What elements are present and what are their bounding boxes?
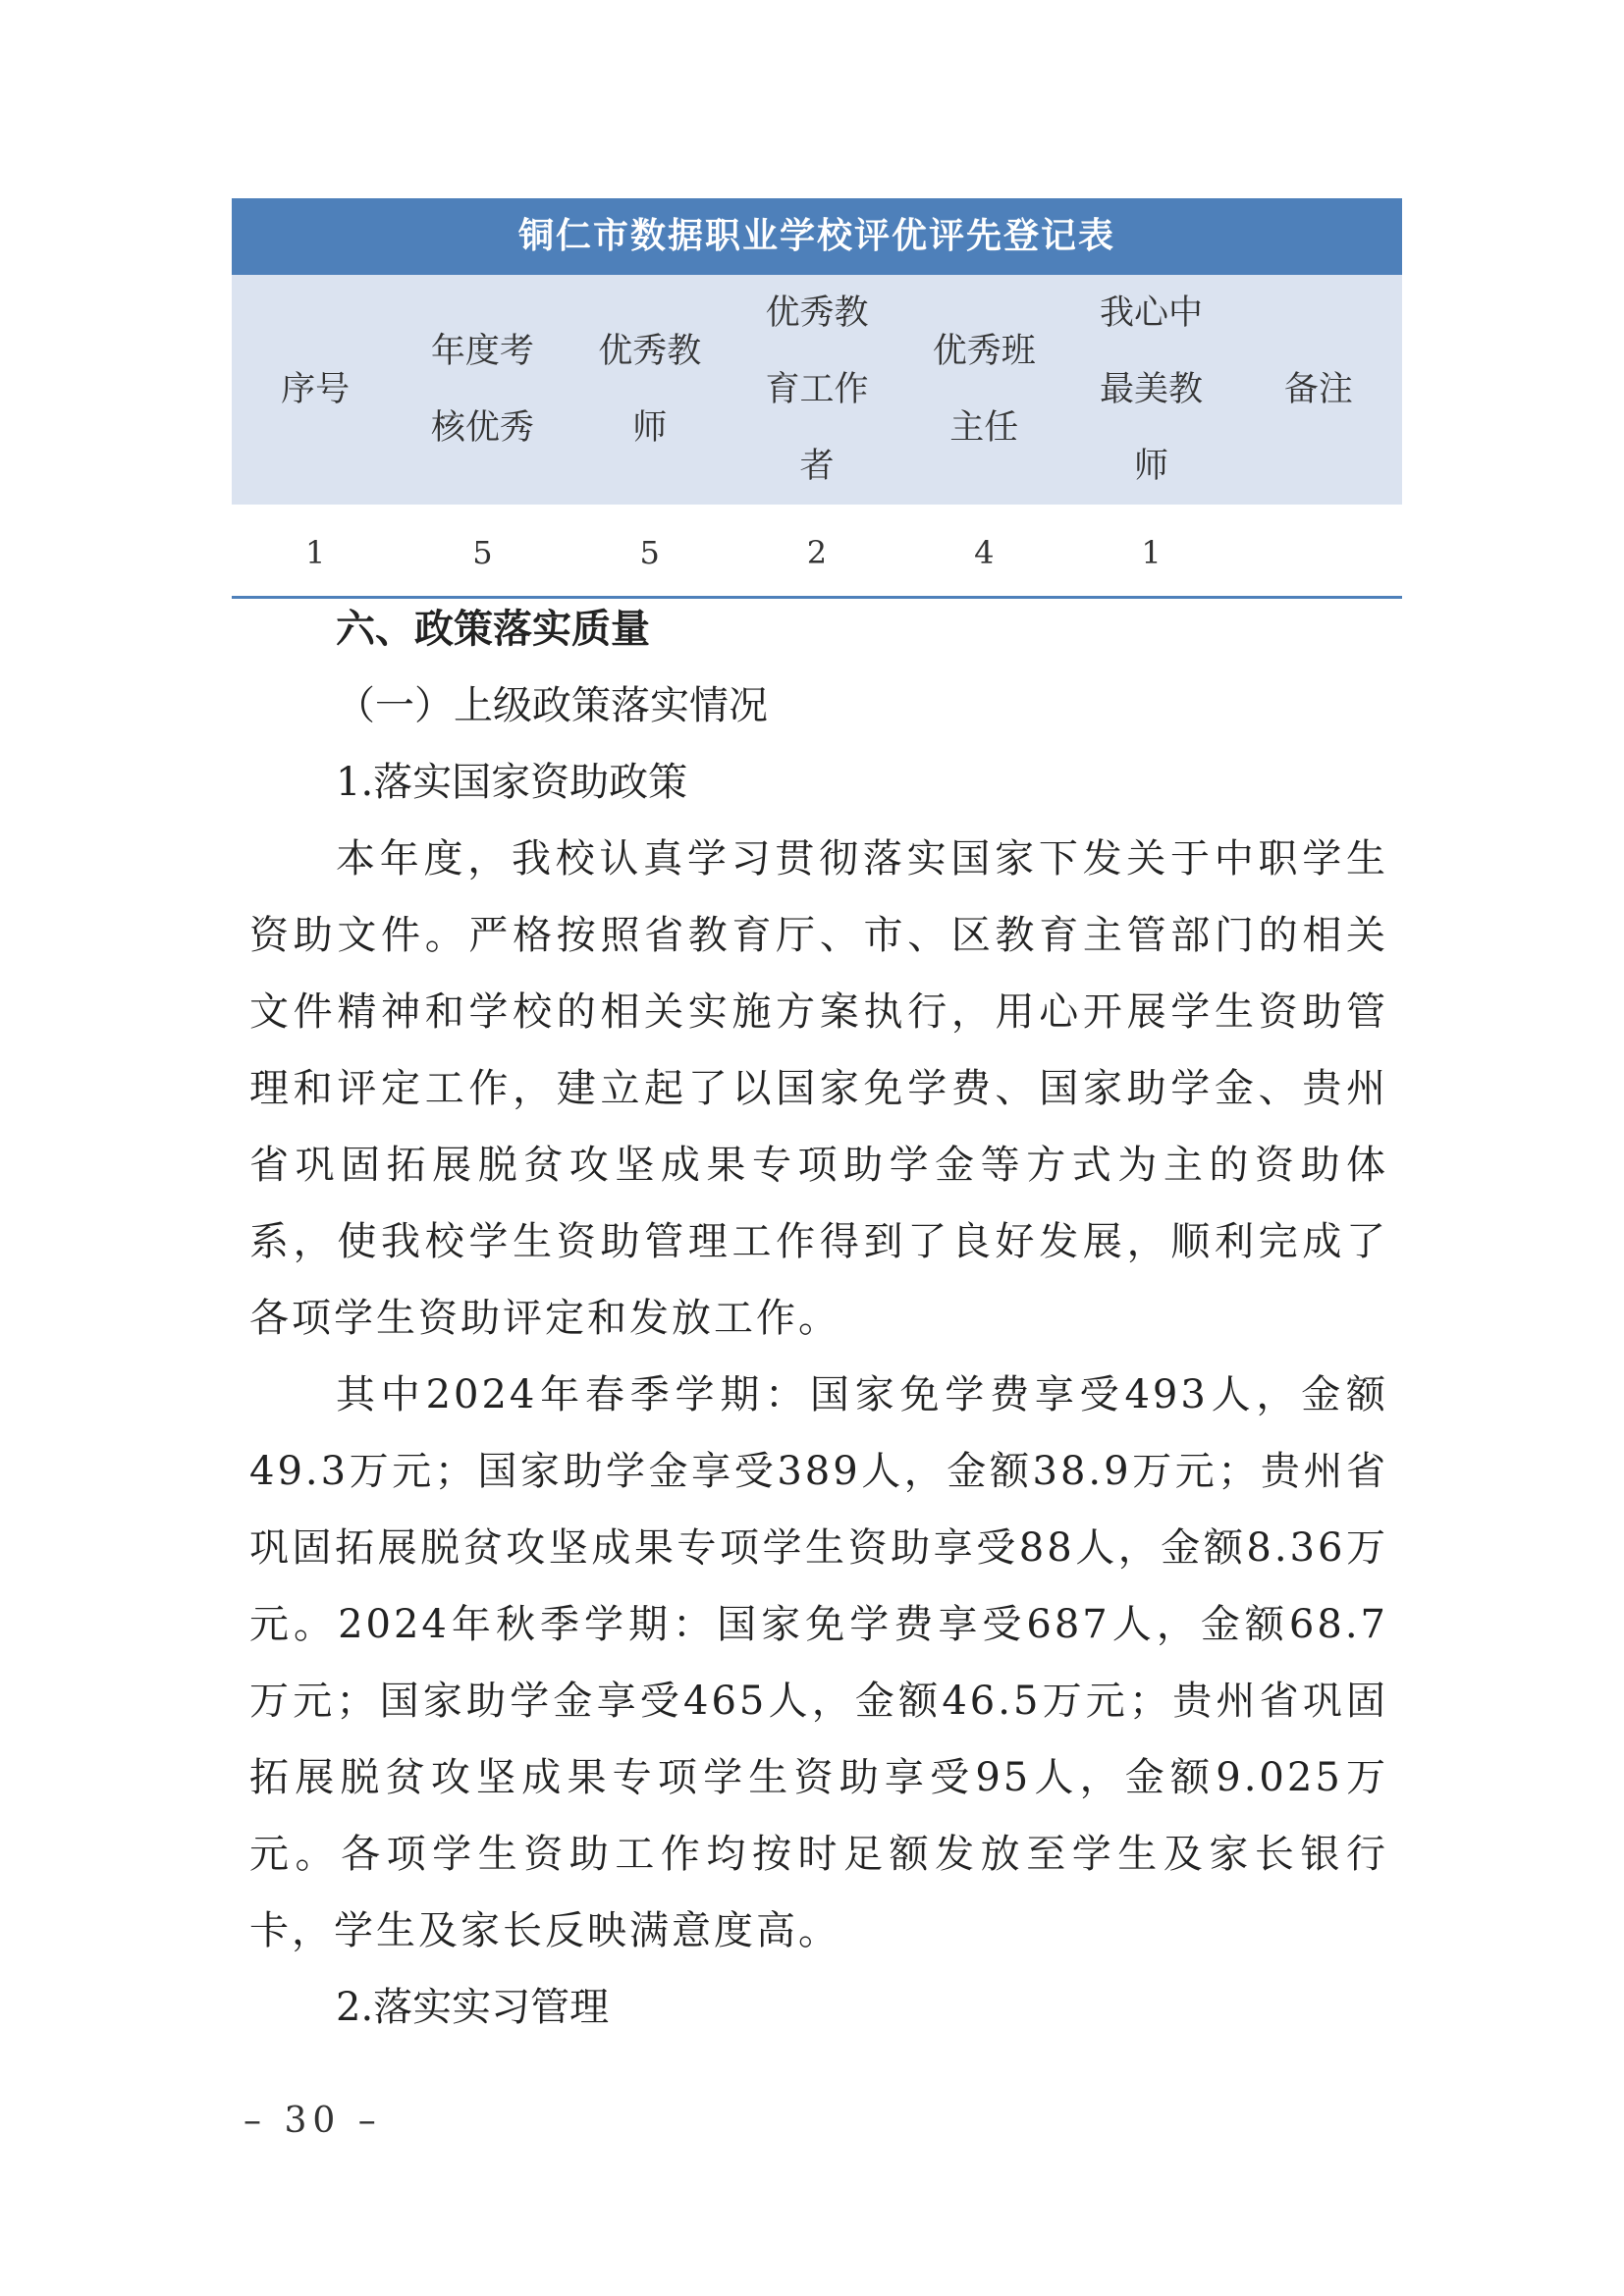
header-excellent-educator: 优秀教 育工作 者 [765, 294, 869, 486]
section-heading: 六、政策落实质量 [336, 607, 650, 652]
award-table [232, 275, 1402, 599]
table-title: 铜仁市数据职业学校评优评先登记表 [232, 198, 1402, 275]
document-body [249, 591, 1388, 2046]
header-excellent-teacher: 优秀教 师 [598, 332, 702, 448]
table-header-row [232, 275, 1402, 505]
item2-heading: 2.落实实习管理 [336, 1985, 610, 2030]
subsection-heading: （一）上级政策落实情况 [336, 683, 768, 728]
cell-excellent-educator: 2 [806, 533, 828, 571]
header-most-beautiful-teacher: 我心中 最美教 师 [1100, 294, 1204, 486]
award-registration-table [232, 198, 1402, 599]
table-row [232, 505, 1402, 597]
header-annual-excellent: 年度考 核优秀 [430, 332, 534, 448]
page-number: – 30 – [244, 2101, 382, 2141]
paragraph-funding-figures: 其中2024年春季学期：国家免学费享受493人，金额49.3万元；国家助学金享受389人，金额38.9万元；贵州省巩固拓展脱贫攻坚成果专项学生资助享受88人，金额8.36万元。2024年秋季学期：国家免学费享受687人，金额68.7万元；国家助学金享受465人，金额46.5万元；贵州省巩固拓展脱贫攻坚成果专项学生资助享受95人，金额9.025万元。各项学生资助工作均按时足额发放至学生及家长银行卡，学生及家长反映满意度高。 [249, 1372, 1388, 1953]
header-index: 序号 [281, 370, 351, 409]
header-remarks: 备注 [1283, 370, 1353, 409]
cell-index: 1 [304, 533, 326, 571]
header-excellent-class-teacher: 优秀班 主任 [932, 332, 1036, 448]
cell-excellent-class-teacher: 4 [974, 533, 995, 571]
item1-heading: 1.落实国家资助政策 [336, 760, 688, 805]
paragraph-funding-policy: 本年度，我校认真学习贯彻落实国家下发关于中职学生资助文件。严格按照省教育厅、市、区教育主管部门的相关文件精神和学校的相关实施方案执行，用心开展学生资助管理和评定工作，建立起了以国家免学费、国家助学金、贵州省巩固拓展脱贫攻坚成果专项助学金等方式为主的资助体系，使我校学生资助管理工作得到了良好发展，顺利完成了各项学生资助评定和发放工作。 [249, 836, 1388, 1341]
cell-most-beautiful-teacher: 1 [1141, 533, 1162, 571]
cell-remarks [1235, 505, 1402, 597]
cell-annual-excellent: 5 [472, 533, 493, 571]
cell-excellent-teacher: 5 [639, 533, 660, 571]
